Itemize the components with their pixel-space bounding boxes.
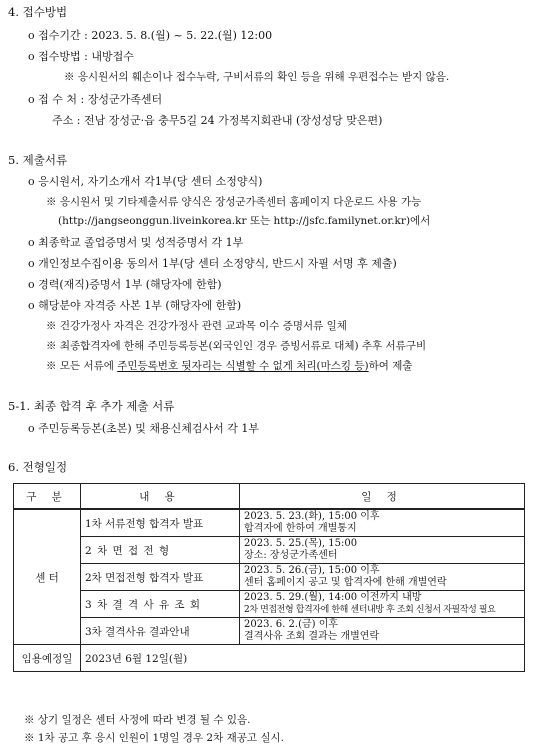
section-4-title: 4. 접수방법 <box>8 5 68 19</box>
header-schedule: 일 정 <box>240 484 525 510</box>
doc-note-masking <box>46 358 413 373</box>
doc-note-family: ※ 건강가정사 자격은 건강가정사 관련 교과목 이수 증명서류 일체 <box>46 320 347 332</box>
header-category: 구 분 <box>14 484 81 510</box>
header-content: 내 용 <box>81 484 240 510</box>
section-5-1-title: 5-1. 최종 합격 후 추가 제출 서류 <box>8 399 175 413</box>
section-5-title: 5. 제출서류 <box>8 153 68 167</box>
doc-graduation: o 최종학교 졸업증명서 및 성적증명서 각 1부 <box>28 236 244 249</box>
schedule-table <box>13 483 525 672</box>
row-content: 3차 결격사유 결과안내 <box>81 618 240 645</box>
row-content: 2차 면접전형 합격자 발표 <box>81 564 240 591</box>
table-row-final <box>14 645 525 672</box>
row-schedule: 2023. 6. 2.(금) 이후 결격사유 조회 결과는 개별연락 <box>240 618 525 645</box>
group-center: 센 터 <box>14 509 81 645</box>
footnote-2: ※ 1차 공고 후 응시 인원이 1명일 경우 2차 재공고 실시. <box>24 732 284 744</box>
table-row <box>14 591 525 618</box>
final-label: 임용예정일 <box>14 645 81 672</box>
row-content: 3 차 결 격 사 유 조 회 <box>81 591 240 618</box>
masking-underlined: 주민등록번호 뒷자리는 식별할 수 없게 처리(마스킹 등) <box>117 360 369 372</box>
row-schedule: 2023. 5. 23.(화), 15:00 이후 합격자에 한하여 개별통지 <box>240 509 525 537</box>
table-row <box>14 618 525 645</box>
row-content: 2 차 면 접 전 형 <box>81 537 240 564</box>
table-row <box>14 509 525 537</box>
footnote-1: ※ 상기 일정은 센터 사정에 따라 변경 될 수 있음. <box>24 714 251 726</box>
masking-prefix: ※ 모든 서류에 <box>46 360 118 372</box>
additional-docs: o 주민등록등본(초본) 및 채용신체검사서 각 1부 <box>28 422 259 435</box>
receipt-address: 주소 : 전남 장성군·읍 충무5길 24 가정복지회관내 (장성성당 맞은편) <box>52 114 383 127</box>
section-6-title: 6. 전형일정 <box>8 460 68 474</box>
doc-application: o 응시원서, 자기소개서 각1부(당 센터 소정양식) <box>28 175 263 188</box>
row-schedule: 2023. 5. 25.(목), 15:00 장소: 장성군가족센터 <box>240 537 525 564</box>
table-header-row <box>14 484 525 510</box>
receipt-place: o 접 수 처 : 장성군가족센터 <box>28 93 163 106</box>
receipt-note: ※ 응시원서의 훼손이나 접수누락, 구비서류의 확인 등을 위해 우편접수는 받지 않음. <box>64 71 450 83</box>
row-schedule: 2023. 5. 26.(금), 15:00 이후 센터 홈페이지 공고 및 합격자에 한해 개별연락 <box>240 564 525 591</box>
doc-career: o 경력(재직)증명서 1부 (해당자에 한함) <box>28 278 222 291</box>
masking-suffix: 하여 제출 <box>368 360 413 372</box>
doc-form-urls: (http://jangseonggun.liveinkorea.kr 또는 http://jsfc.familynet.or.kr)에서 <box>58 215 431 227</box>
doc-privacy-consent: o 개인정보수집이용 동의서 1부(당 센터 소정양식, 반드시 자필 서명 후 제출) <box>28 257 397 270</box>
receipt-method: o 접수방법 : 내방접수 <box>28 50 134 63</box>
receipt-period: o 접수기간 : 2023. 5. 8.(월) ~ 5. 22.(월) 12:00 <box>28 29 273 42</box>
row-schedule: 2023. 5. 29.(월), 14:00 이전까지 내방 2차 면접전형 합격자에 한해 센터내방 후 조회 신청서 자필작성 필요 <box>240 591 525 618</box>
table-row <box>14 537 525 564</box>
doc-form-note: ※ 응시원서 및 기타제출서류 양식은 장성군가족센터 홈페이지 다운로드 사용 가능 <box>46 196 422 208</box>
doc-license: o 해당분야 자격증 사본 1부 (해당자에 한함) <box>28 299 242 312</box>
row-content: 1차 서류전형 합격자 발표 <box>81 509 240 537</box>
table-row <box>14 564 525 591</box>
doc-note-resident: ※ 최종합격자에 한해 주민등록등본(외국인인 경우 증빙서류로 대체) 추후 서류구비 <box>46 340 427 352</box>
final-value: 2023년 6월 12일(월) <box>81 645 525 672</box>
